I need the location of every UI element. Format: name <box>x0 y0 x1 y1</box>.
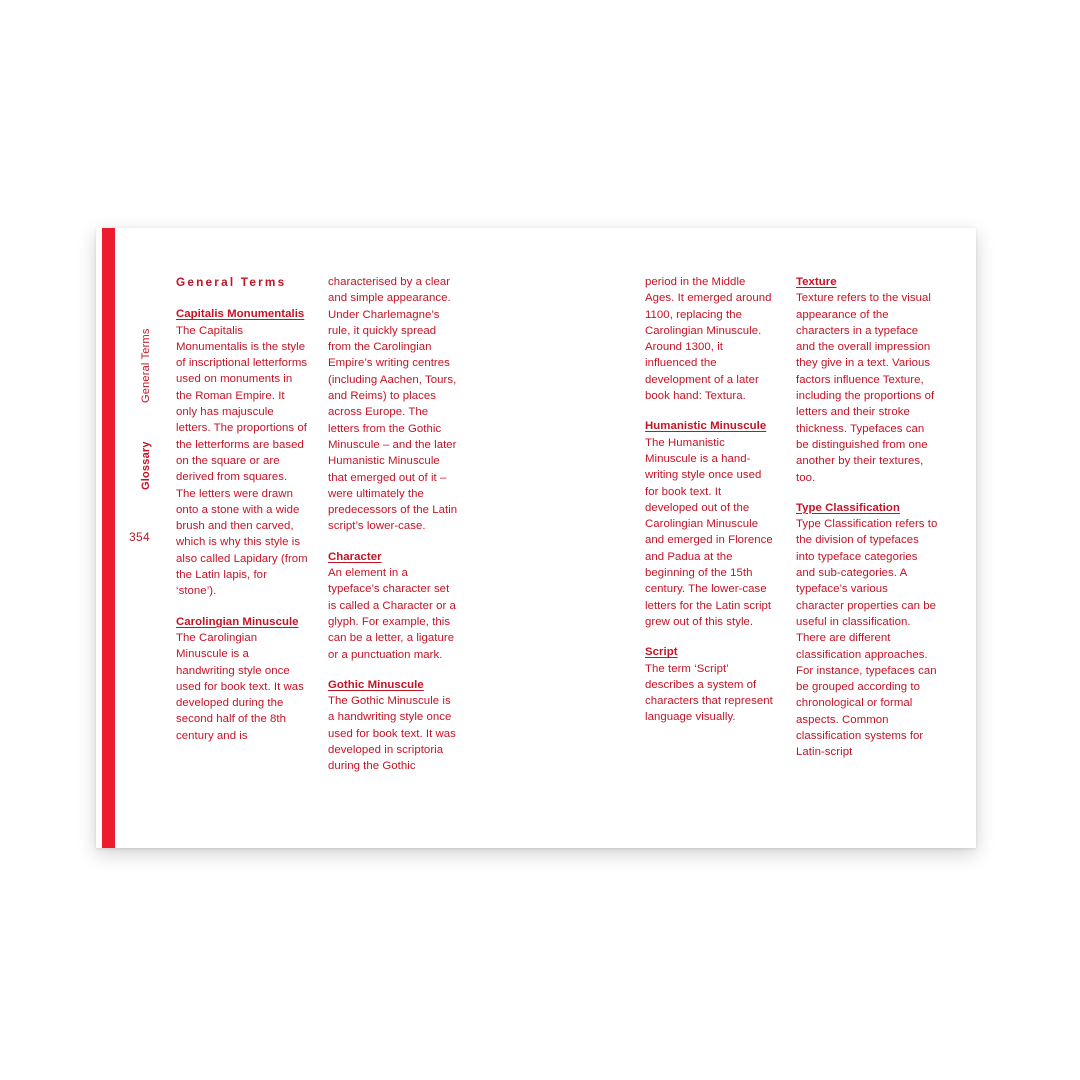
column-heading: General Terms <box>176 275 287 289</box>
glossary-term: Gothic Minuscule <box>328 678 424 691</box>
glossary-definition: Texture refers to the visual appearance of the characters in a typeface and the overall impression they give in a text. Various factors influence Texture, including the proportions of letters and their stroke thickness. Typefaces can be distinguished from one another by their textures, too. <box>796 292 935 484</box>
glossary-definition: The Carolingian Minuscule is a handwriting style once used for book text. It was developed during the second half of the 8th century and is <box>176 631 304 742</box>
glossary-definition: The Capitalis Monumentalis is the style of inscriptional letterforms used on monuments in the Roman Empire. It only has majuscule letters. The proportions of the letterforms are based on the square or are derived from squares. The letters were drawn onto a stone with a wide brush and then carved, which is why this style is also called Lapidary (from the Latin lapis, for ‘stone’). <box>176 324 308 598</box>
glossary-entry <box>796 274 938 486</box>
glossary-term: Humanistic Minuscule <box>645 420 767 433</box>
red-bleed-bar <box>102 228 115 848</box>
glossary-entry <box>645 418 777 630</box>
glossary-definition-continued: characterised by a clear and simple appearance. Under Charlemagne’s rule, it quickly spread from the Carolingian Empire’s writing centres (including Aachen, Tours, and Reims) to places across Europe. The letters from the Gothic Minuscule – and the later Humanistic Minuscule that emerged out of it – were ultimately the predecessors of the Latin script’s lower-case. <box>328 276 458 533</box>
text-column-4 <box>796 274 938 761</box>
book-page-spread <box>96 228 976 848</box>
glossary-entry <box>645 644 777 725</box>
glossary-definition: The term ‘Script’ describes a system of characters that represent language visually. <box>645 662 773 724</box>
glossary-term: Capitalis Monumentalis <box>176 308 305 321</box>
text-column-1 <box>176 274 308 744</box>
running-head-chapter: Glossary <box>140 441 152 490</box>
running-head-section: General Terms <box>140 328 152 403</box>
glossary-term: Texture <box>796 276 837 288</box>
glossary-term: Script <box>645 646 678 659</box>
text-column-2 <box>328 274 460 775</box>
glossary-definition: Type Classification refers to the division of typefaces into typeface categories and sub-categories. A typeface’s various character properties can be useful in classification. There are different classification approaches. For instance, typefaces can be grouped according to chronological or formal aspects. Common classification systems for Latin-script <box>796 518 938 759</box>
glossary-definition-continued: period in the Middle Ages. It emerged around 1100, replacing the Carolingian Minuscule. Around 1300, it influenced the development of a later book hand: Textura. <box>645 276 772 403</box>
continued-definition <box>328 274 460 535</box>
glossary-term: Character <box>328 550 382 563</box>
glossary-entry <box>796 500 938 761</box>
continued-definition <box>645 274 777 404</box>
glossary-term: Type Classification <box>796 501 900 514</box>
text-column-3 <box>645 274 777 726</box>
page-number: 354 <box>129 530 150 544</box>
glossary-entry <box>328 677 460 775</box>
glossary-definition: The Gothic Minuscule is a handwriting style once used for book text. It was developed in scriptoria during the Gothic <box>328 695 456 773</box>
glossary-definition: The Humanistic Minuscule is a hand-writing style once used for book text. It developed out of the Carolingian Minuscule and emerged in Florence and Padua at the beginning of the 15th century. The lower-case letters for the Latin script grew out of this style. <box>645 436 773 628</box>
glossary-entry <box>328 549 460 663</box>
glossary-entry <box>176 306 308 599</box>
glossary-entry <box>176 614 308 744</box>
glossary-definition: An element in a typeface’s character set is called a Character or a glyph. For example, this can be a letter, a ligature or a punctuation mark. <box>328 567 456 661</box>
glossary-term: Carolingian Minuscule <box>176 615 299 628</box>
